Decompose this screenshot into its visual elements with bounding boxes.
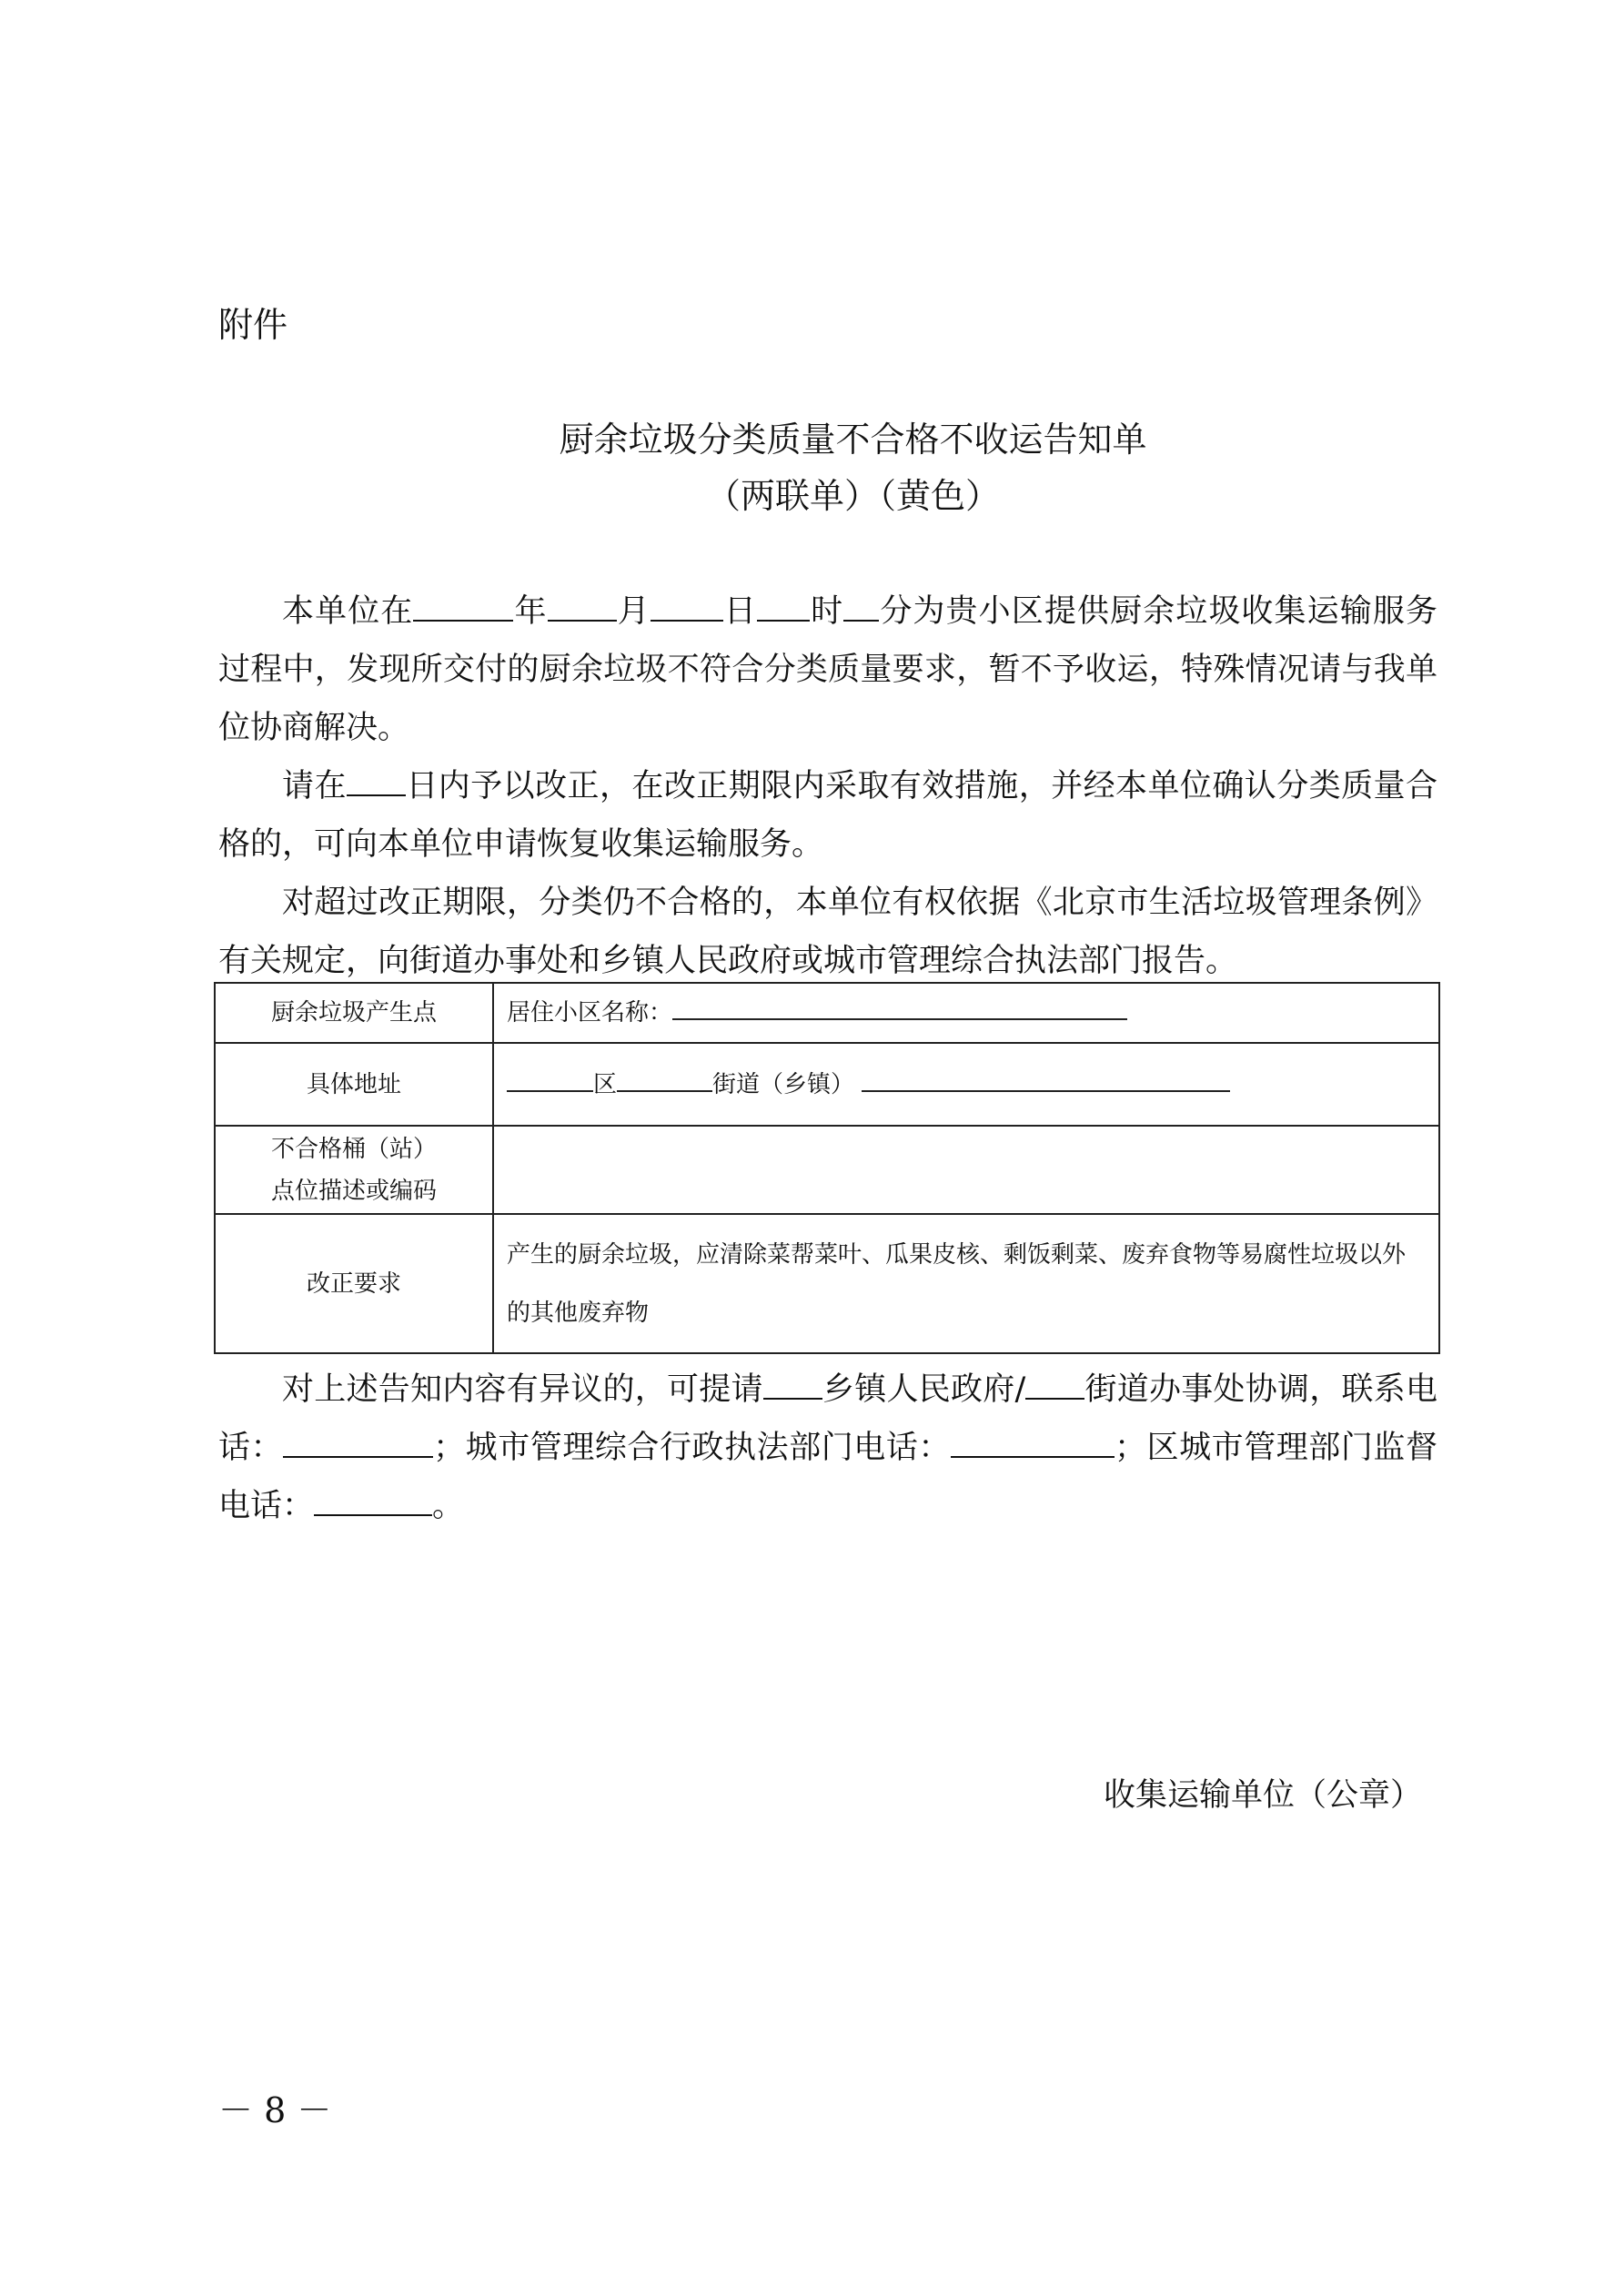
page-number: － 8 － bbox=[218, 2090, 332, 2130]
enforcement-phone-blank bbox=[951, 1429, 1115, 1458]
days-blank bbox=[347, 767, 406, 796]
street-label: 街道（乡镇） bbox=[712, 1070, 855, 1098]
label-line: 点位描述或编码 bbox=[270, 1177, 437, 1205]
contact-phone-blank bbox=[283, 1429, 433, 1458]
year-blank bbox=[413, 592, 513, 622]
table-row bbox=[215, 1214, 1439, 1353]
district-label: 区 bbox=[593, 1070, 618, 1098]
community-name-blank bbox=[672, 995, 1127, 1020]
supervision-phone-blank bbox=[314, 1487, 432, 1516]
district-blank bbox=[507, 1067, 593, 1092]
document-title bbox=[0, 411, 1624, 524]
address-blank bbox=[862, 1067, 1230, 1092]
text: 对上述告知内容有异议的，可提请 bbox=[282, 1371, 763, 1408]
label-line: 不合格桶（站） bbox=[270, 1135, 437, 1163]
township-blank bbox=[763, 1371, 822, 1400]
text: 日 bbox=[722, 593, 758, 630]
title-line2: （两联单）（黄色） bbox=[705, 476, 1000, 516]
text: 乡镇人民政府/ bbox=[822, 1371, 1026, 1408]
row-value bbox=[493, 983, 1439, 1043]
text: 。 bbox=[432, 1488, 465, 1524]
info-table bbox=[214, 982, 1440, 1354]
text: ；区城市管理部门监督电话： bbox=[218, 1430, 1437, 1524]
text: 年 bbox=[513, 593, 548, 630]
row-label: 厨余垃圾产生点 bbox=[215, 983, 493, 1043]
table-row bbox=[215, 1043, 1439, 1126]
hour-blank bbox=[757, 592, 810, 622]
notice-body bbox=[218, 582, 1437, 990]
text: 日内予以改正，在改正期限内采取有效措施，并经本单位确认分类质量合格的，可向本单位申请恢复收集运输服务。 bbox=[218, 768, 1437, 863]
signature-seal-label: 收集运输单位（公章） bbox=[1103, 1777, 1422, 1814]
text: 本单位在 bbox=[282, 593, 414, 630]
row-label bbox=[215, 1126, 493, 1214]
street-office-blank bbox=[1025, 1371, 1084, 1400]
objection-paragraph bbox=[218, 1360, 1437, 1535]
text: ；城市管理综合行政执法部门电话： bbox=[433, 1430, 951, 1466]
paragraph-4 bbox=[218, 1360, 1437, 1535]
street-blank bbox=[617, 1067, 712, 1092]
minute-blank bbox=[843, 592, 879, 622]
text: 时 bbox=[810, 593, 844, 630]
month-blank bbox=[548, 592, 617, 622]
attachment-label: 附件 bbox=[218, 305, 288, 345]
community-name-label: 居住小区名称： bbox=[507, 999, 673, 1027]
row-label: 改正要求 bbox=[215, 1214, 493, 1353]
row-label: 具体地址 bbox=[215, 1043, 493, 1126]
day-blank bbox=[651, 592, 723, 622]
paragraph-2 bbox=[218, 757, 1437, 874]
paragraph-1 bbox=[218, 582, 1437, 757]
text: 分为贵小区提供厨余垃圾收集运输服务过程中，发现所交付的厨余垃圾不符合分类质量要求，暂不予收运，特殊情况请与我单位协商解决。 bbox=[218, 593, 1437, 746]
text: 请在 bbox=[282, 768, 347, 804]
text: 街道办事处协调，联系电话： bbox=[218, 1371, 1437, 1466]
text: 月 bbox=[616, 593, 651, 630]
paragraph-3: 对超过改正期限，分类仍不合格的，本单位有权依据《北京市生活垃圾管理条例》有关规定，向街道办事处和乡镇人民政府或城市管理综合执法部门报告。 bbox=[218, 885, 1437, 979]
table-row bbox=[215, 983, 1439, 1043]
row-value bbox=[493, 1126, 1439, 1214]
table-row bbox=[215, 1126, 1439, 1214]
row-value: 产生的厨余垃圾，应清除菜帮菜叶、瓜果皮核、剩饭剩菜、废弃食物等易腐性垃圾以外的其他废弃物 bbox=[493, 1214, 1439, 1353]
row-value bbox=[493, 1043, 1439, 1126]
title-line1: 厨余垃圾分类质量不合格不收运告知单 bbox=[559, 420, 1147, 460]
